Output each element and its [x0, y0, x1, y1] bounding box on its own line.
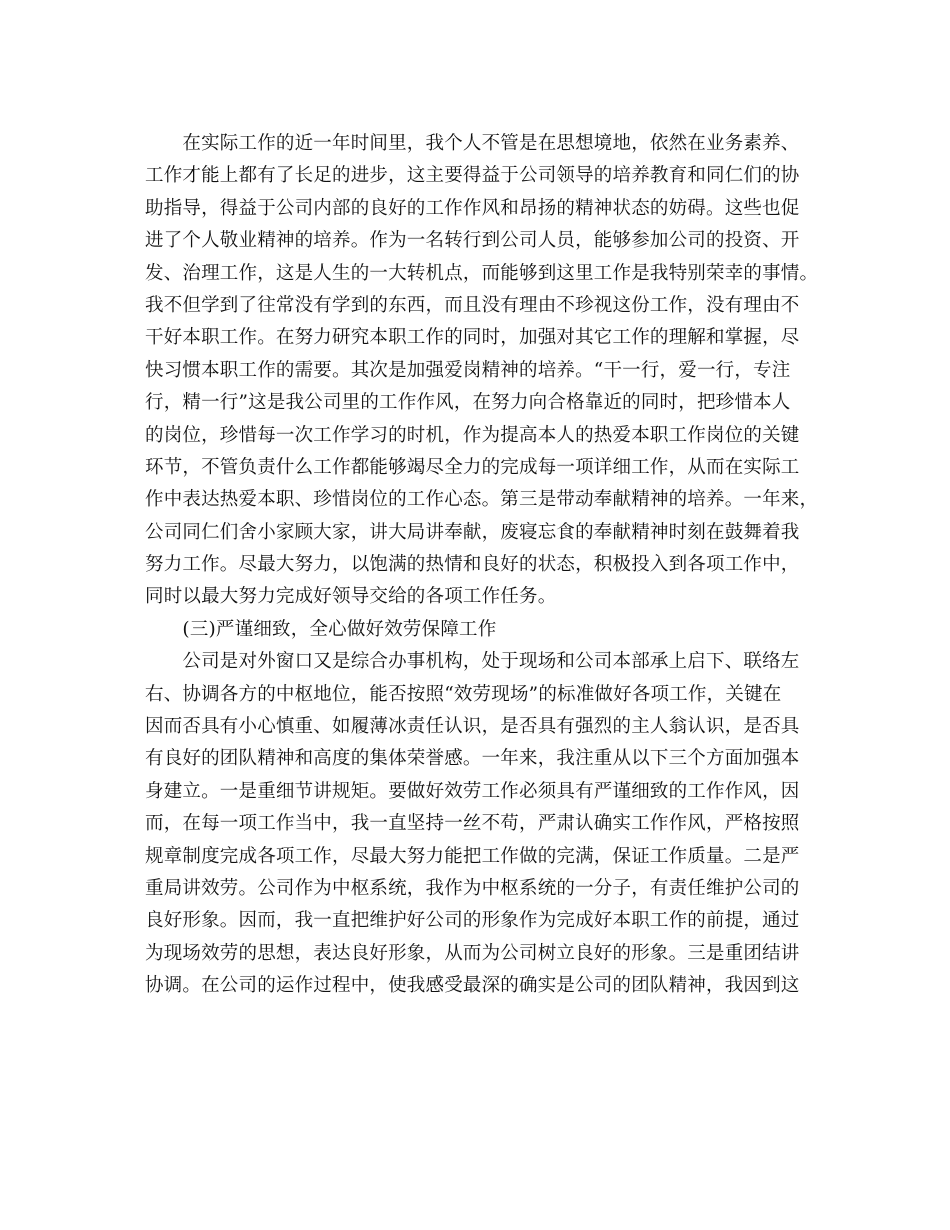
text-line: 重局讲效劳。公司作为中枢系统，我作为中枢系统的一分子，有责任维护公司的 [145, 877, 800, 899]
text-line: 公司是对外窗口又是综合办事机构，处于现场和公司本部承上启下、联络左 [145, 651, 800, 673]
text-line: 在实际工作的近一年时间里，我个人不管是在思想境地，依然在业务素养、 [145, 133, 800, 154]
text-line: 公司同仁们舍小家顾大家，讲大局讲奉献，废寝忘食的奉献精神时刻在鼓舞着我 [145, 521, 800, 543]
text-line: 发、治理工作，这是人生的一大转机点，而能够到这里工作是我特别荣幸的事情。 [145, 262, 819, 284]
text-line: 有良好的团队精神和高度的集体荣誉感。一年来，我注重从以下三个方面加强本 [145, 748, 800, 770]
text-line: 规章制度完成各项工作，尽最大努力能把工作做的完满，保证工作质量。二是严 [145, 845, 800, 867]
text-line: 因而否具有小心慎重、如履薄冰责任认识，是否具有强烈的主人翁认识，是否具 [145, 716, 800, 738]
text-line: 身建立。一是重细节讲规矩。要做好效劳工作必须具有严谨细致的工作作风，因 [145, 780, 800, 802]
text-line: 助指导，得益于公司内部的良好的工作作风和昂扬的精神状态的妨碍。这些也促 [145, 197, 800, 219]
text-line: 作中表达热爱本职、珍惜岗位的工作心态。第三是带动奉献精神的培养。一年来， [145, 489, 819, 511]
text-line: 努力工作。尽最大努力，以饱满的热情和良好的状态，积极投入到各项工作中， [145, 554, 800, 576]
text-line: 环节，不管负责什么工作都能够竭尽全力的完成每一项详细工作，从而在实际工 [145, 456, 800, 478]
text-line: 干好本职工作。在努力研究本职工作的同时，加强对其它工作的理解和掌握，尽 [145, 327, 800, 349]
text-line: 为现场效劳的思想，表达良好形象，从而为公司树立良好的形象。三是重团结讲 [145, 942, 800, 964]
text-line: 同时以最大努力完成好领导交给的各项工作任务。 [145, 586, 557, 608]
text-line: 行，精一行”这是我公司里的工作作风，在努力向合格靠近的同时，把珍惜本人 [145, 392, 791, 414]
section-heading: (三)严谨细致，全心做好效劳保障工作 [145, 618, 497, 640]
text-line: 快习惯本职工作的需要。其次是加强爱岗精神的培养。“干一行，爱一行，专注 [145, 359, 791, 381]
text-line: 良好形象。因而，我一直把维护好公司的形象作为完成好本职工作的前提，通过 [145, 910, 800, 932]
text-line: 右、协调各方的中枢地位，能否按照“效劳现场”的标准做好各项工作，关键在 [145, 683, 782, 705]
text-line: 协调。在公司的运作过程中，使我感受最深的确实是公司的团队精神，我因到这 [145, 975, 800, 997]
text-line: 我不但学到了往常没有学到的东西，而且没有理由不珍视这份工作，没有理由不 [145, 294, 800, 316]
text-line: 的岗位，珍惜每一次工作学习的时机，作为提高本人的热爱本职工作岗位的关键 [145, 424, 800, 446]
text-line: 进了个人敬业精神的培养。作为一名转行到公司人员，能够参加公司的投资、开 [145, 230, 800, 252]
text-line: 工作才能上都有了长足的进步，这主要得益于公司领导的培养教育和同仁们的协 [145, 165, 800, 187]
body-text [145, 128, 819, 1003]
text-line: 而，在每一项工作当中，我一直坚持一丝不苟，严肃认确实工作作风，严格按照 [145, 813, 800, 835]
